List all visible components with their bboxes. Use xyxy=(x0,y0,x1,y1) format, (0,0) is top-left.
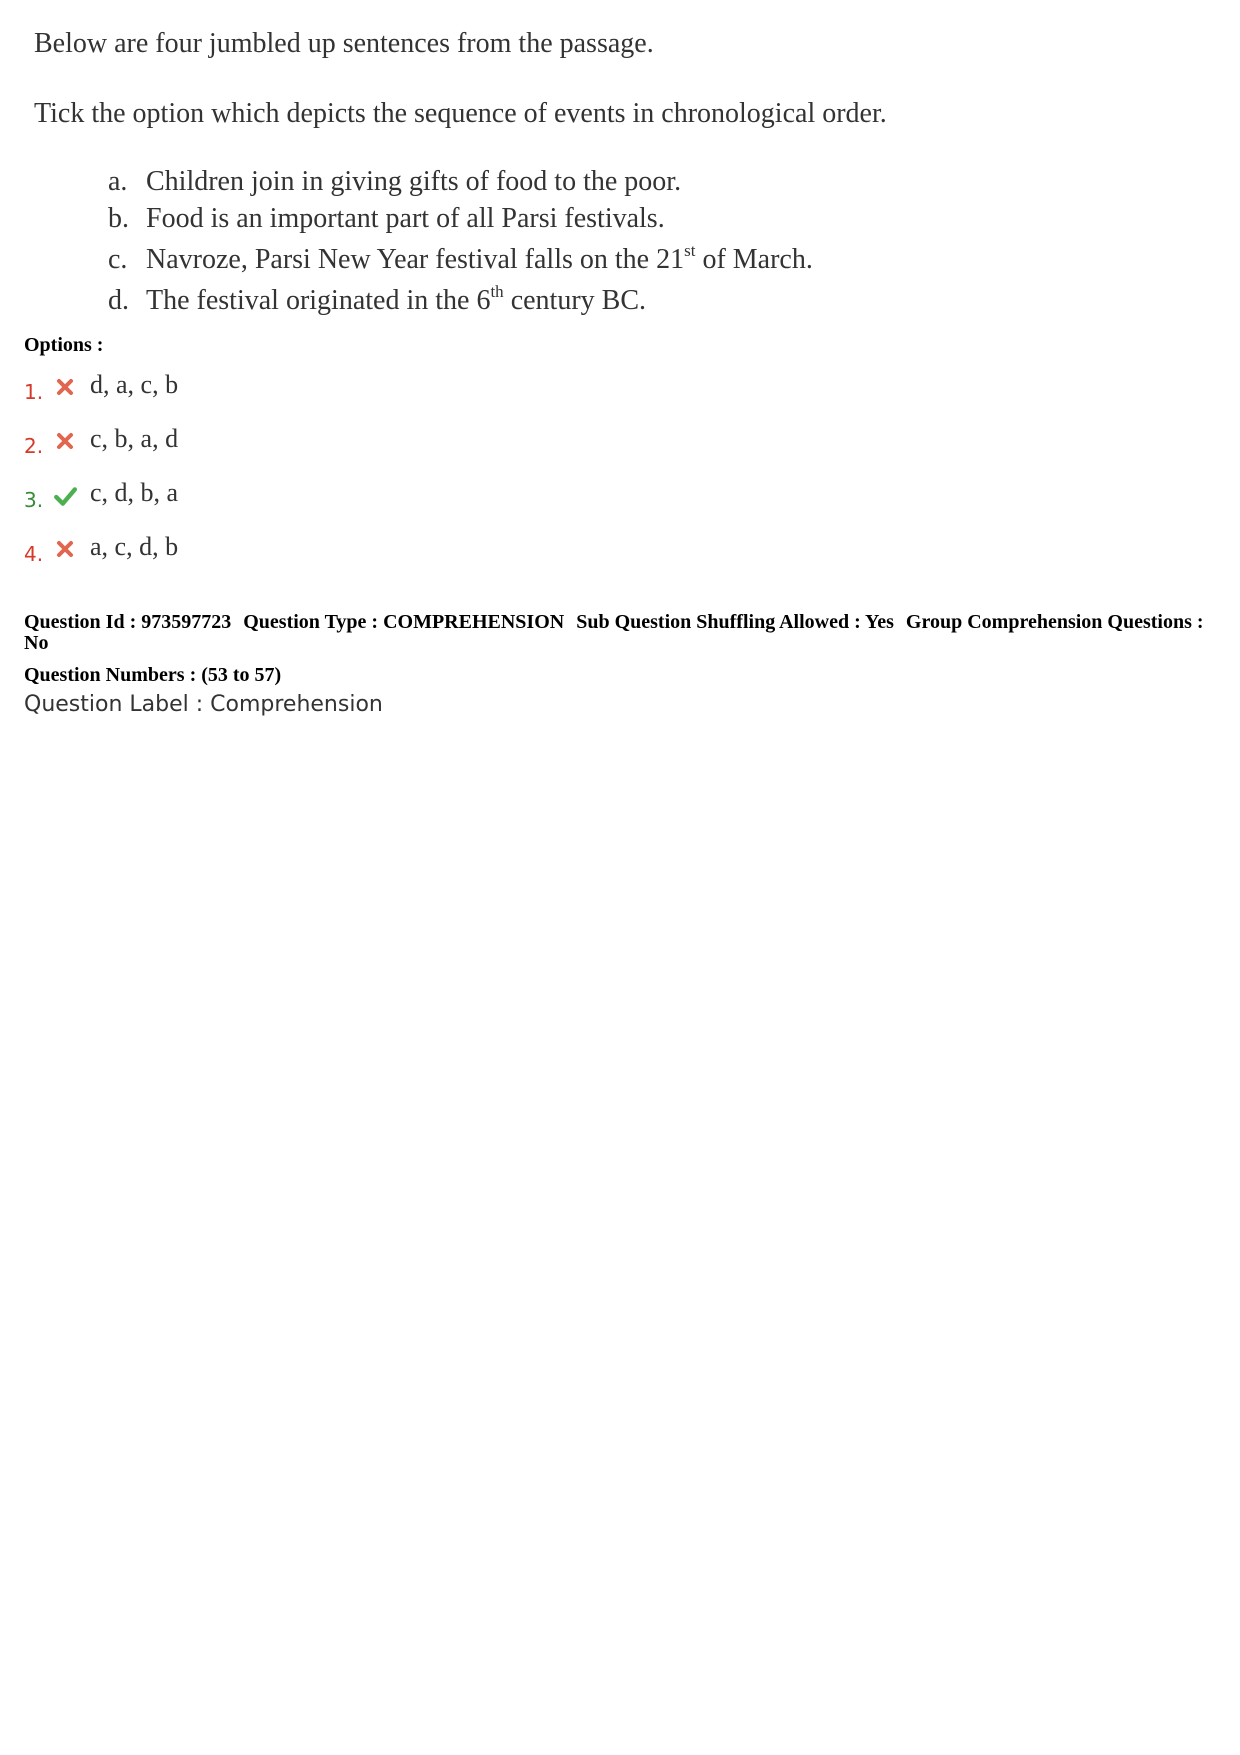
option-1[interactable] xyxy=(24,370,424,410)
sentence-superscript: th xyxy=(490,282,504,301)
sentence-text: Children join in giving gifts of food to the poor. xyxy=(146,166,682,197)
wrong-cross-icon xyxy=(54,430,76,452)
option-number: 1. xyxy=(24,380,44,404)
option-text: c, b, a, d xyxy=(90,424,179,453)
option-text: d, a, c, b xyxy=(90,370,179,399)
option-2[interactable] xyxy=(24,424,424,464)
sentence-text: century BC. xyxy=(503,285,646,316)
sentence-superscript: st xyxy=(684,241,696,260)
sentence-text: Food is an important part of all Parsi festivals. xyxy=(146,203,665,234)
sentence-text: of March. xyxy=(695,244,813,275)
sentence-b xyxy=(108,203,665,235)
sentence-letter: c. xyxy=(108,244,128,275)
correct-check-icon xyxy=(52,484,78,508)
group-comprehension: Group Comprehension Questions : No xyxy=(24,611,1204,654)
passage-intro-line-1: Below are four jumbled up sentences from the passage. xyxy=(34,28,654,59)
sentence-c xyxy=(108,241,813,276)
question-meta xyxy=(24,612,1214,654)
passage-intro-line-2: Tick the option which depicts the sequence of events in chronological order. xyxy=(34,98,887,129)
question-label: Question Label : Comprehension xyxy=(24,692,383,717)
sentence-letter: a. xyxy=(108,166,128,197)
question-type: Question Type : COMPREHENSION xyxy=(243,611,565,633)
sentence-d xyxy=(108,282,646,317)
sentence-text: Navroze, Parsi New Year festival falls on the 21 xyxy=(146,244,685,275)
sentence-a xyxy=(108,166,681,198)
option-number: 3. xyxy=(24,488,44,512)
option-text: c, d, b, a xyxy=(90,478,179,507)
wrong-cross-icon xyxy=(54,376,76,398)
wrong-cross-icon xyxy=(54,538,76,560)
option-3[interactable] xyxy=(24,478,424,518)
question-id: Question Id : 973597723 xyxy=(24,611,232,633)
sentence-letter: d. xyxy=(108,285,129,316)
option-number: 2. xyxy=(24,434,44,458)
sentence-text: The festival originated in the 6 xyxy=(146,285,491,316)
shuffling-allowed: Sub Question Shuffling Allowed : Yes xyxy=(576,611,894,633)
option-4[interactable] xyxy=(24,532,424,572)
question-numbers: Question Numbers : (53 to 57) xyxy=(24,664,282,686)
options-label: Options : xyxy=(24,334,104,356)
option-text: a, c, d, b xyxy=(90,532,179,561)
sentence-letter: b. xyxy=(108,203,129,234)
option-number: 4. xyxy=(24,542,44,566)
